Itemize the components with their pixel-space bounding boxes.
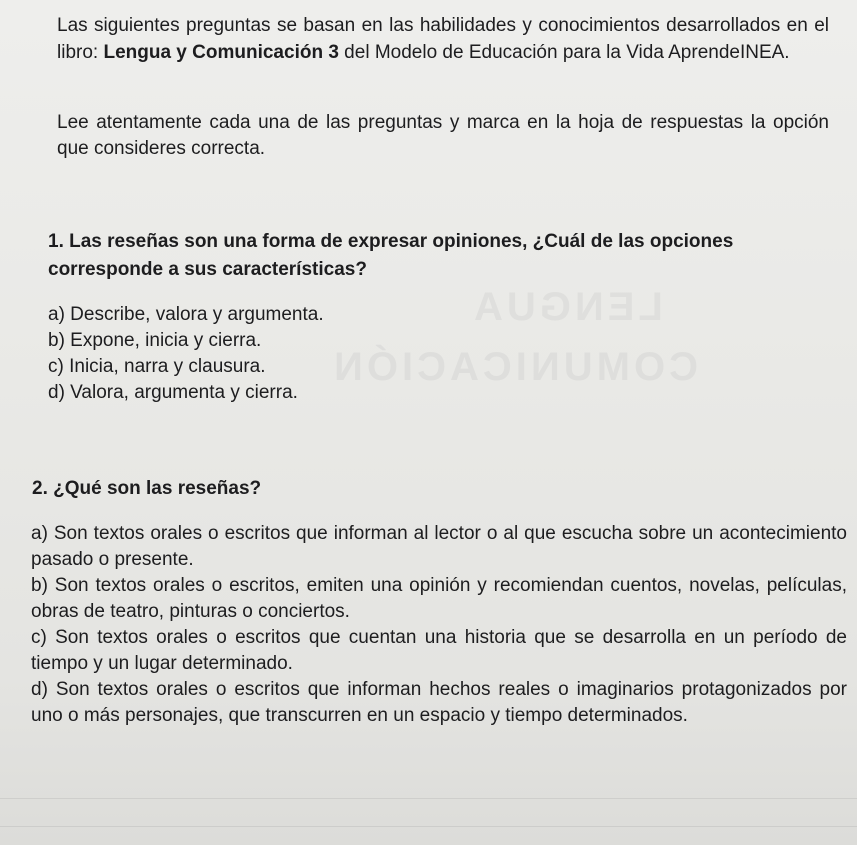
question-1-options [48, 302, 838, 406]
question-1-option-b: b) Expone, inicia y cierra. [48, 330, 262, 351]
intro-paragraph [57, 12, 829, 66]
question-1-title: 1. Las reseñas son una forma de expresar opiniones, ¿Cuál de las opciones corresponde a sus características? [48, 231, 734, 280]
reverse-side-show-through: LENGUA [470, 285, 663, 329]
paper-line-2 [0, 826, 857, 827]
question-2-title: 2. ¿Qué son las reseñas? [32, 478, 262, 499]
intro-text-start: Las siguientes preguntas se basan en las habilidades y conocimientos desarrollados en el libro: [57, 15, 829, 63]
question-2 [31, 475, 847, 729]
question-1 [48, 228, 838, 406]
question-2-option-b: b) Son textos orales o escritos, emiten una opinión y recomiendan cuentos, novelas, películas, obras de teatro, pinturas o conciertos. [31, 575, 847, 622]
question-2-option-a: a) Son textos orales o escritos que informan al lector o al que escucha sobre un acontecimiento pasado o presente. [31, 523, 847, 570]
reverse-side-show-through-2: COMUNICACIÓN [330, 345, 698, 389]
question-2-option-c: c) Son textos orales o escritos que cuentan una historia que se desarrolla en un período de tiempo y un lugar determinado. [31, 627, 847, 674]
question-1-option-c: c) Inicia, narra y clausura. [48, 356, 266, 377]
question-1-option-d: d) Valora, argumenta y cierra. [48, 382, 298, 403]
question-1-option-a: a) Describe, valora y argumenta. [48, 304, 324, 325]
question-2-option-d: d) Son textos orales o escritos que informan hechos reales o imaginarios protagonizados por uno o más personajes, que transcurren en un espacio y tiempo determinados. [31, 679, 847, 726]
question-2-options [31, 521, 847, 729]
intro-text-end: del Modelo de Educación para la Vida AprendeINEA. [338, 42, 790, 63]
book-title: Lengua y Comunicación 3 [103, 42, 339, 63]
instruction-paragraph: Lee atentamente cada una de las preguntas y marca en la hoja de respuestas la opción que consideres correcta. [57, 112, 829, 159]
paper-line [0, 798, 857, 799]
